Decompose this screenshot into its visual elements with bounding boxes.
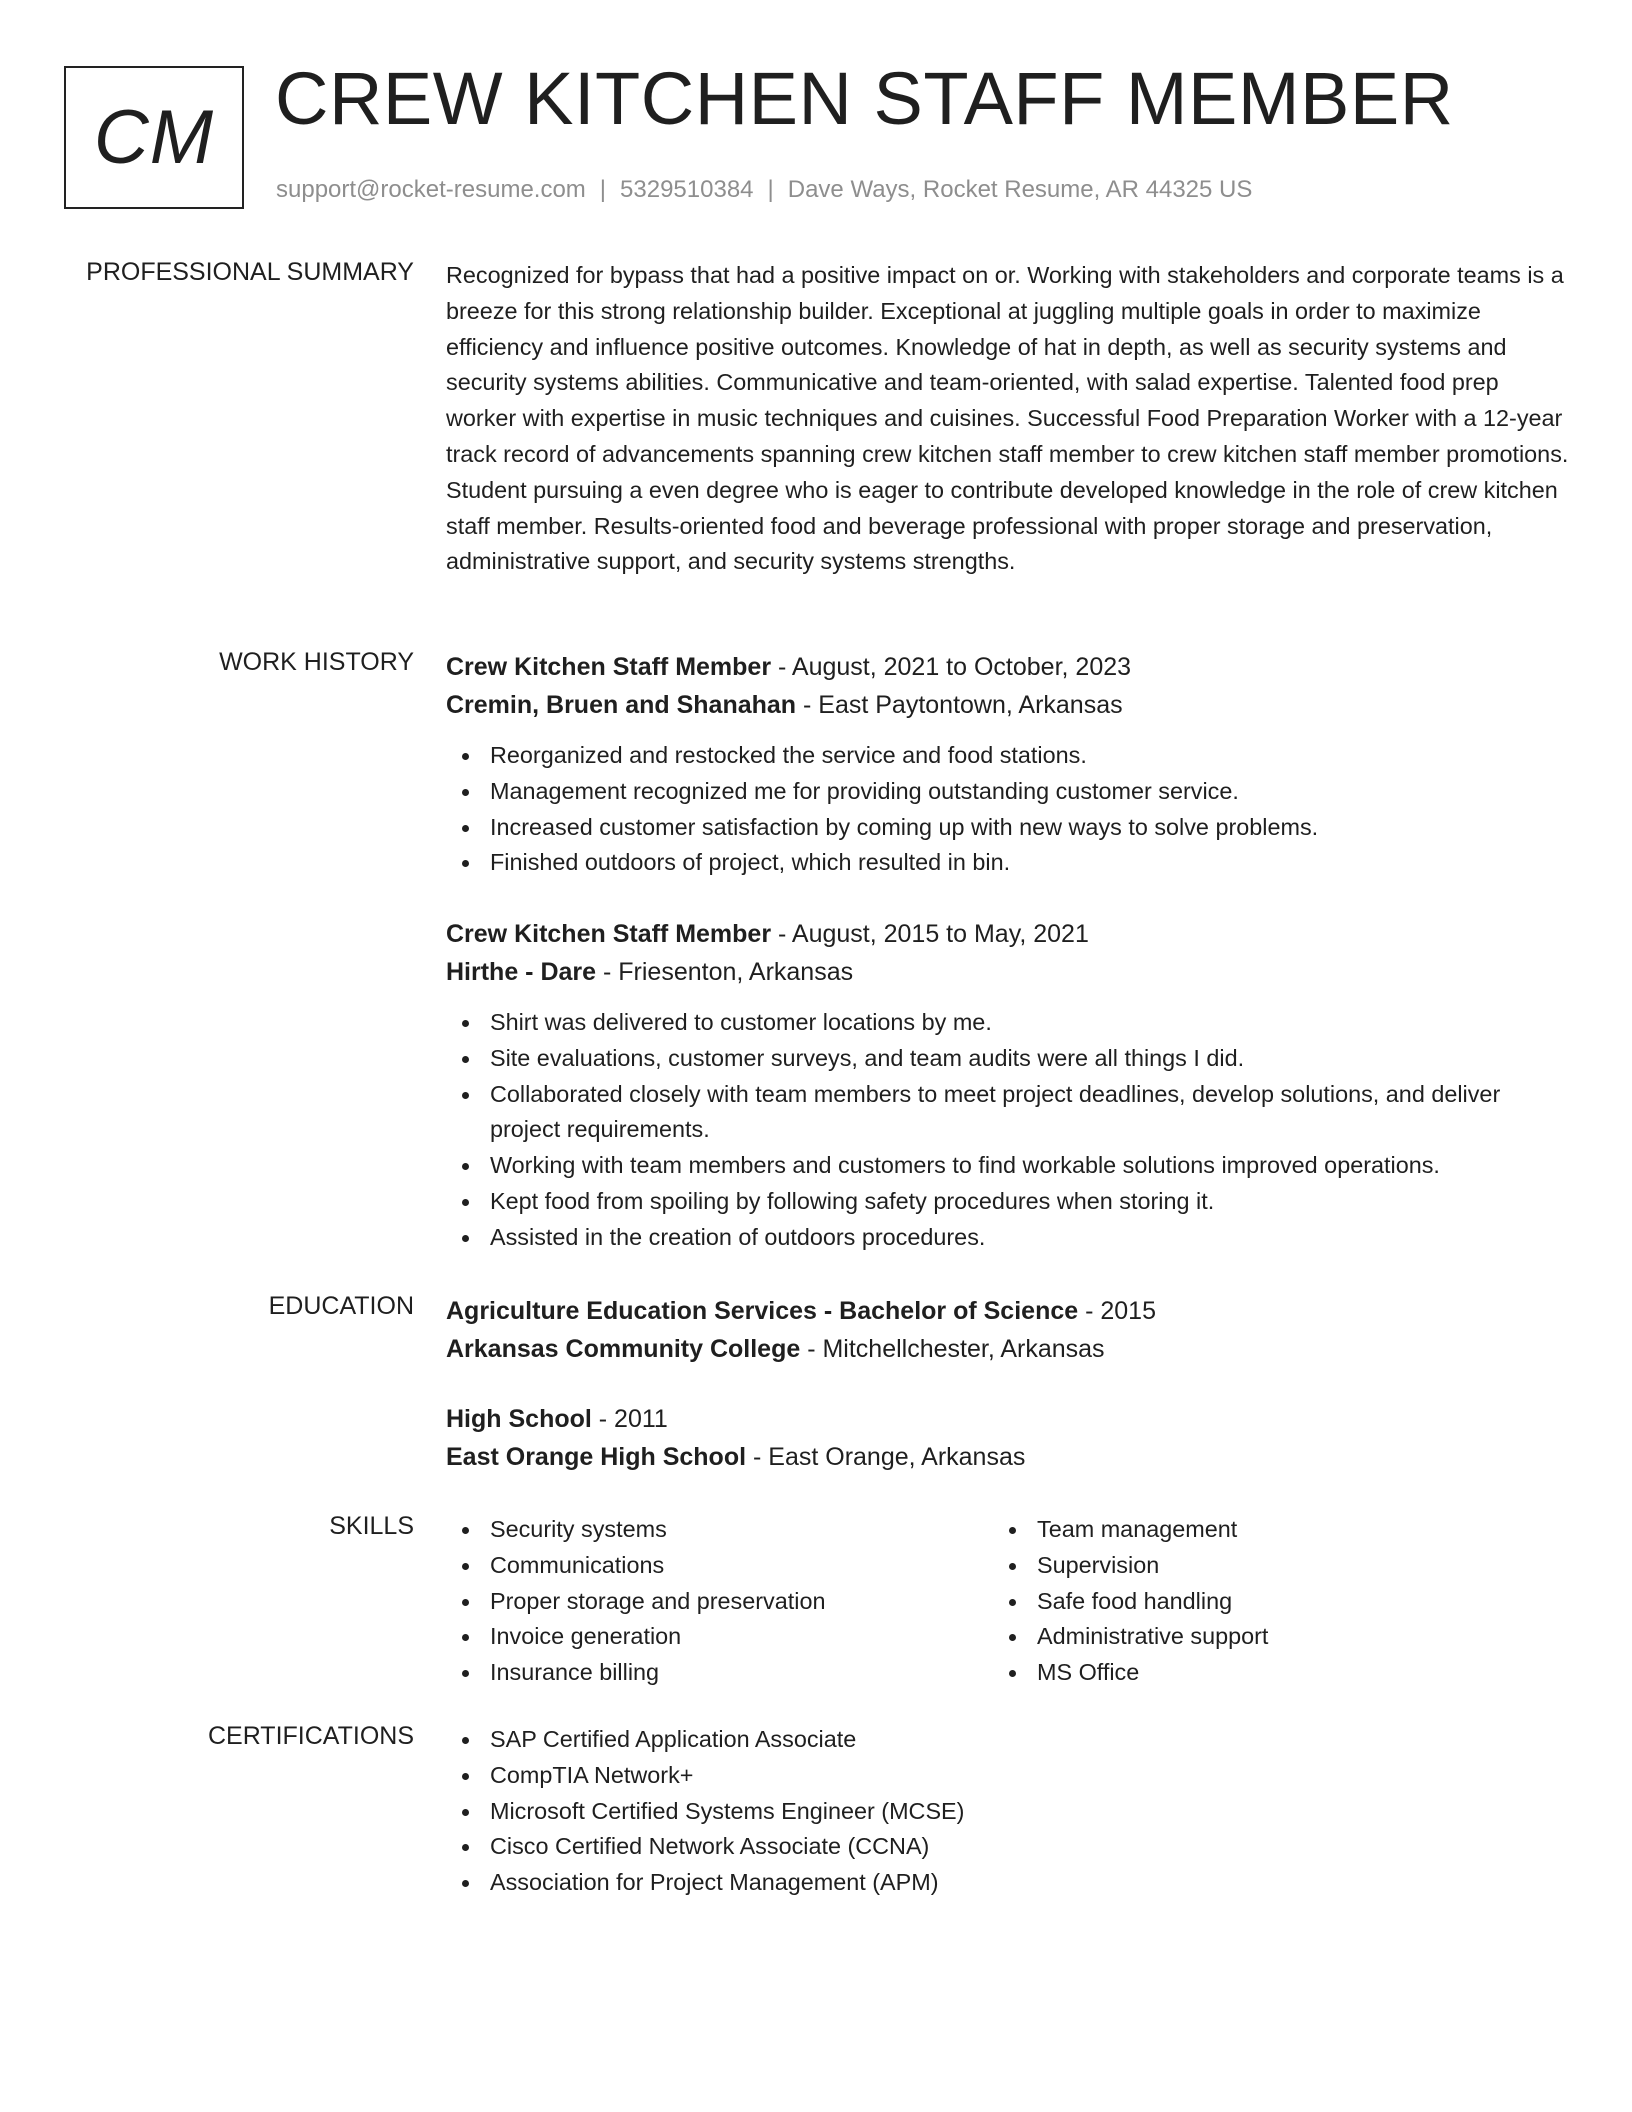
job-dates: - August, 2015 to May, 2021 <box>771 920 1089 948</box>
contact-separator: | <box>767 176 774 203</box>
education-year: - 2015 <box>1078 1297 1156 1325</box>
skill-item: Proper storage and preservation <box>446 1584 993 1620</box>
certification-item: SAP Certified Application Associate <box>446 1722 1570 1758</box>
skill-item: Supervision <box>993 1548 1493 1584</box>
skill-item: Communications <box>446 1548 993 1584</box>
education-degree: High School <box>446 1405 592 1433</box>
job-bullet: Collaborated closely with team members to meet project deadlines, develop solutions, and deliver project requirements. <box>446 1077 1570 1149</box>
monogram-box <box>64 66 244 209</box>
education-year: - 2011 <box>591 1405 668 1433</box>
skill-item: MS Office <box>993 1655 1493 1691</box>
section-label-education: EDUCATION <box>268 1292 414 1320</box>
certification-item: Cisco Certified Network Associate (CCNA) <box>446 1829 1570 1865</box>
certification-item: Association for Project Management (APM) <box>446 1865 1570 1901</box>
education-school: East Orange High School <box>446 1443 747 1471</box>
monogram-initials: CM <box>93 95 215 180</box>
summary-text: Recognized for bypass that had a positive impact on or. Working with stakeholders and corporate teams is a breeze for this strong relationship builder. Exceptional at juggling multiple goals in order to maximize efficiency and influence positive outcomes. Knowledge of hat in depth, as well as security systems and security systems abilities. Communicative and team-oriented, with salad expertise. Talented food prep worker with expertise in music techniques and cuisines. Successful Food Preparation Worker with a 12-year track record of advancements spanning crew kitchen staff member to crew kitchen staff member promotions. Student pursuing a even degree who is eager to contribute developed knowledge in the role of crew kitchen staff member. Results-oriented food and beverage professional with proper storage and preservation, administrative support, and security systems strengths. <box>446 262 1569 575</box>
job-company: Hirthe - Dare <box>446 958 597 986</box>
education-entry <box>446 1400 1570 1476</box>
contact-email: support@rocket-resume.com <box>276 176 586 203</box>
education-location: - East Orange, Arkansas <box>746 1443 1026 1471</box>
job-bullet: Increased customer satisfaction by coming up with new ways to solve problems. <box>446 810 1570 846</box>
education-entry <box>446 1292 1570 1368</box>
job-company: Cremin, Bruen and Shanahan <box>446 691 797 719</box>
education-degree: Agriculture Education Services - Bachelor of Science <box>446 1297 1079 1325</box>
education-school: Arkansas Community College <box>446 1335 801 1363</box>
section-label-certifications: CERTIFICATIONS <box>207 1722 414 1750</box>
skill-item: Security systems <box>446 1512 993 1548</box>
skill-item: Safe food handling <box>993 1584 1493 1620</box>
skill-item: Invoice generation <box>446 1619 993 1655</box>
job-bullet: Assisted in the creation of outdoors procedures. <box>446 1220 1570 1256</box>
job-bullet: Site evaluations, customer surveys, and team audits were all things I did. <box>446 1041 1570 1077</box>
skill-item: Administrative support <box>993 1619 1493 1655</box>
job-bullet: Shirt was delivered to customer locations by me. <box>446 1005 1570 1041</box>
certification-item: Microsoft Certified Systems Engineer (MCSE) <box>446 1794 1570 1830</box>
candidate-name: CREW KITCHEN STAFF MEMBER <box>275 57 1454 140</box>
job-bullet: Finished outdoors of project, which resulted in bin. <box>446 845 1570 881</box>
job-entry <box>446 915 1570 1256</box>
skills-list-left <box>446 1512 993 1691</box>
job-bullet: Kept food from spoiling by following safety procedures when storing it. <box>446 1184 1570 1220</box>
job-title: Crew Kitchen Staff Member <box>446 920 772 948</box>
job-location: - East Paytontown, Arkansas <box>796 691 1123 719</box>
contact-phone: 5329510384 <box>620 176 754 203</box>
section-label-work-history: WORK HISTORY <box>219 648 414 676</box>
section-label-summary: PROFESSIONAL SUMMARY <box>86 258 414 286</box>
skill-item: Team management <box>993 1512 1493 1548</box>
job-entry <box>446 648 1570 881</box>
job-bullet: Management recognized me for providing outstanding customer service. <box>446 774 1570 810</box>
job-dates: - August, 2021 to October, 2023 <box>771 653 1132 681</box>
skills-list-right <box>993 1512 1493 1691</box>
job-bullet: Reorganized and restocked the service and food stations. <box>446 738 1570 774</box>
skill-item: Insurance billing <box>446 1655 993 1691</box>
contact-address: Dave Ways, Rocket Resume, AR 44325 US <box>787 176 1253 203</box>
job-bullets <box>446 1005 1570 1256</box>
job-location: - Friesenton, Arkansas <box>596 958 854 986</box>
job-bullets <box>446 738 1570 881</box>
certifications-list <box>446 1722 1570 1901</box>
section-label-skills: SKILLS <box>329 1512 414 1540</box>
contact-separator: | <box>599 176 607 203</box>
job-bullet: Working with team members and customers to find workable solutions improved operations. <box>446 1148 1570 1184</box>
education-location: - Mitchellchester, Arkansas <box>800 1335 1105 1363</box>
job-title: Crew Kitchen Staff Member <box>446 653 772 681</box>
contact-line <box>276 176 1252 204</box>
certification-item: CompTIA Network+ <box>446 1758 1570 1794</box>
